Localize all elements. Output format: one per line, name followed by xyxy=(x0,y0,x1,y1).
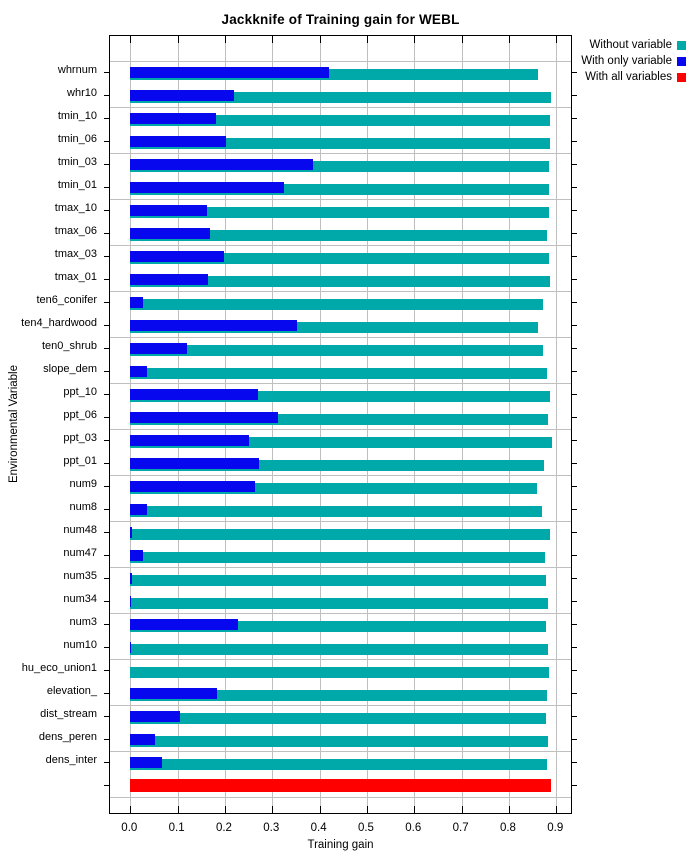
bar-only-num48 xyxy=(130,527,132,538)
x-tick-label: 0.5 xyxy=(357,822,374,834)
x-tick-label: 0.6 xyxy=(405,822,422,834)
x-axis-tick-mark xyxy=(178,36,179,43)
category-label-num34: num34 xyxy=(63,593,97,605)
category-label-slope_dem: slope_dem xyxy=(43,363,97,375)
category-tick-mark xyxy=(571,256,577,257)
x-axis-tick-mark xyxy=(272,36,273,43)
category-tick-mark xyxy=(571,279,577,280)
gridline-horizontal xyxy=(110,705,571,706)
category-tick-mark xyxy=(571,440,577,441)
bar-only-tmax_10 xyxy=(130,205,207,216)
category-label-num9: num9 xyxy=(69,478,97,490)
category-tick-mark xyxy=(571,141,577,142)
category-tick-mark xyxy=(104,164,110,165)
category-tick-mark xyxy=(104,647,110,648)
category-tick-mark xyxy=(571,670,577,671)
category-tick-mark xyxy=(104,670,110,671)
category-label-dens_inter: dens_inter xyxy=(45,754,97,766)
category-label-whr10: whr10 xyxy=(67,87,97,99)
category-tick-mark xyxy=(571,371,577,372)
x-axis-tick-mark xyxy=(414,806,415,813)
x-axis-tick-mark xyxy=(414,36,415,43)
bar-only-tmin_10 xyxy=(130,113,216,124)
category-tick-mark xyxy=(571,463,577,464)
bar-without-num34 xyxy=(130,598,548,609)
category-tick-mark xyxy=(104,486,110,487)
category-tick-mark xyxy=(571,624,577,625)
x-axis-tick-mark xyxy=(225,806,226,813)
bar-without-num47 xyxy=(130,552,545,563)
category-label-whrnum: whrnum xyxy=(57,64,97,76)
gridline-horizontal xyxy=(110,475,571,476)
bar-only-num47 xyxy=(130,550,142,561)
bar-only-tmax_03 xyxy=(130,251,224,262)
category-label-tmax_06: tmax_06 xyxy=(54,225,97,237)
category-tick-mark xyxy=(104,739,110,740)
category-tick-mark xyxy=(571,187,577,188)
bar-only-ten0_shrub xyxy=(130,343,187,354)
chart-title: Jackknife of Training gain for WEBL xyxy=(221,12,460,27)
category-tick-mark xyxy=(104,95,110,96)
category-tick-mark xyxy=(104,118,110,119)
category-label-ppt_01: ppt_01 xyxy=(63,455,97,467)
bar-all-variables xyxy=(130,779,550,792)
bar-only-ppt_03 xyxy=(130,435,248,446)
y-axis-label: Environmental Variable xyxy=(8,364,20,484)
bar-only-slope_dem xyxy=(130,366,147,377)
gridline-horizontal xyxy=(110,751,571,752)
bar-only-ten4_hardwood xyxy=(130,320,297,331)
category-tick-mark xyxy=(571,532,577,533)
category-label-num8: num8 xyxy=(69,501,97,513)
bar-only-tmin_03 xyxy=(130,159,313,170)
category-tick-mark xyxy=(571,555,577,556)
bar-only-whrnum xyxy=(130,67,328,78)
legend-item-without-variable xyxy=(590,39,686,51)
bar-only-ten6_conifer xyxy=(130,297,142,308)
bar-only-whr10 xyxy=(130,90,234,101)
category-label-num35: num35 xyxy=(63,570,97,582)
gridline-horizontal xyxy=(110,659,571,660)
category-label-dens_peren: dens_peren xyxy=(38,731,97,743)
category-tick-mark xyxy=(571,716,577,717)
bar-without-num8 xyxy=(130,506,542,517)
x-axis-tick-mark xyxy=(509,36,510,43)
category-label-num3: num3 xyxy=(69,616,97,628)
category-tick-mark xyxy=(571,762,577,763)
category-tick-mark xyxy=(104,440,110,441)
x-axis-tick-mark xyxy=(225,36,226,43)
legend-item-with-all-variables xyxy=(585,71,686,83)
bar-without-ten0_shrub xyxy=(130,345,543,356)
gridline-horizontal xyxy=(110,199,571,200)
x-axis-tick-mark xyxy=(272,806,273,813)
category-label-tmin_10: tmin_10 xyxy=(57,110,97,122)
gridline-horizontal xyxy=(110,567,571,568)
bar-only-num34 xyxy=(130,596,131,607)
category-tick-mark xyxy=(571,601,577,602)
legend-label: With all variables xyxy=(585,71,672,83)
category-tick-mark xyxy=(571,394,577,395)
category-tick-mark xyxy=(571,693,577,694)
legend-item-with-only-variable xyxy=(581,55,686,67)
bar-only-num3 xyxy=(130,619,237,630)
category-tick-mark xyxy=(104,762,110,763)
category-tick-mark xyxy=(571,739,577,740)
category-label-tmax_03: tmax_03 xyxy=(54,248,97,260)
x-axis-tick-mark xyxy=(509,806,510,813)
category-label-tmin_06: tmin_06 xyxy=(57,133,97,145)
gridline-horizontal xyxy=(110,107,571,108)
bar-without-dens_inter xyxy=(130,759,547,770)
category-label-hu_eco_union1: hu_eco_union1 xyxy=(21,662,97,674)
x-tick-label: 0.3 xyxy=(263,822,280,834)
category-tick-mark xyxy=(104,187,110,188)
category-tick-mark xyxy=(104,693,110,694)
category-label-num47: num47 xyxy=(63,547,97,559)
category-tick-mark xyxy=(104,210,110,211)
x-axis-label: Training gain xyxy=(307,839,374,851)
legend-swatch-red xyxy=(677,73,686,82)
x-axis-tick-mark xyxy=(556,806,557,813)
plot-area xyxy=(109,35,572,814)
x-tick-label: 0.7 xyxy=(452,822,469,834)
category-tick-mark xyxy=(104,371,110,372)
bar-only-tmax_01 xyxy=(130,274,208,285)
category-tick-mark xyxy=(104,279,110,280)
bar-only-ppt_06 xyxy=(130,412,278,423)
category-label-ten6_conifer: ten6_conifer xyxy=(36,294,97,306)
bar-without-dens_peren xyxy=(130,736,548,747)
gridline-horizontal xyxy=(110,337,571,338)
category-label-tmax_10: tmax_10 xyxy=(54,202,97,214)
bar-only-ppt_01 xyxy=(130,458,258,469)
category-tick-mark xyxy=(104,233,110,234)
x-axis-tick-mark xyxy=(130,36,131,43)
gridline-horizontal xyxy=(110,291,571,292)
bar-without-dist_stream xyxy=(130,713,546,724)
category-tick-mark xyxy=(571,210,577,211)
x-axis-tick-mark xyxy=(130,806,131,813)
gridline-horizontal xyxy=(110,153,571,154)
category-tick-mark xyxy=(571,325,577,326)
x-tick-label: 0.0 xyxy=(121,822,138,834)
category-tick-mark xyxy=(571,509,577,510)
category-tick-mark xyxy=(571,164,577,165)
x-axis-tick-mark xyxy=(367,806,368,813)
category-tick-mark xyxy=(104,463,110,464)
category-tick-mark xyxy=(571,72,577,73)
category-label-ppt_10: ppt_10 xyxy=(63,386,97,398)
category-tick-mark xyxy=(571,785,577,786)
category-label-ppt_06: ppt_06 xyxy=(63,409,97,421)
x-axis-tick-mark xyxy=(556,36,557,43)
category-label-ppt_03: ppt_03 xyxy=(63,432,97,444)
category-label-tmin_01: tmin_01 xyxy=(57,179,97,191)
bar-without-num48 xyxy=(130,529,550,540)
category-label-elevation_: elevation_ xyxy=(46,685,97,697)
category-tick-mark xyxy=(104,394,110,395)
bar-only-dens_peren xyxy=(130,734,155,745)
x-axis-tick-mark xyxy=(178,806,179,813)
legend-swatch-blue xyxy=(677,57,686,66)
bar-only-dens_inter xyxy=(130,757,161,768)
category-tick-mark xyxy=(571,95,577,96)
category-tick-mark xyxy=(104,141,110,142)
bar-only-elevation_ xyxy=(130,688,217,699)
category-tick-mark xyxy=(571,118,577,119)
bar-only-ppt_10 xyxy=(130,389,257,400)
category-tick-mark xyxy=(571,302,577,303)
category-label-ten0_shrub: ten0_shrub xyxy=(41,340,97,352)
category-tick-mark xyxy=(104,348,110,349)
x-axis-tick-mark xyxy=(462,806,463,813)
x-tick-label: 0.8 xyxy=(499,822,516,834)
bar-only-num8 xyxy=(130,504,147,515)
category-tick-mark xyxy=(571,486,577,487)
category-tick-mark xyxy=(104,555,110,556)
bar-without-num35 xyxy=(130,575,546,586)
category-tick-mark xyxy=(104,624,110,625)
bar-without-ten6_conifer xyxy=(130,299,543,310)
gridline-horizontal xyxy=(110,245,571,246)
gridline-horizontal xyxy=(110,383,571,384)
bar-without-hu_eco_union1 xyxy=(130,667,549,678)
category-tick-mark xyxy=(571,348,577,349)
bar-only-num9 xyxy=(130,481,255,492)
category-tick-mark xyxy=(104,72,110,73)
x-tick-label: 0.1 xyxy=(168,822,185,834)
category-label-tmax_01: tmax_01 xyxy=(54,271,97,283)
category-label-num48: num48 xyxy=(63,524,97,536)
gridline-horizontal xyxy=(110,61,571,62)
category-tick-mark xyxy=(571,578,577,579)
bar-without-slope_dem xyxy=(130,368,547,379)
gridline-horizontal xyxy=(110,429,571,430)
legend-swatch-teal xyxy=(677,41,686,50)
x-axis-tick-mark xyxy=(320,806,321,813)
category-tick-mark xyxy=(104,325,110,326)
bar-only-num10 xyxy=(130,642,131,653)
gridline-horizontal xyxy=(110,521,571,522)
category-tick-mark xyxy=(104,509,110,510)
category-tick-mark xyxy=(104,601,110,602)
category-label-ten4_hardwood: ten4_hardwood xyxy=(21,317,97,329)
category-tick-mark xyxy=(571,233,577,234)
legend-label: Without variable xyxy=(589,39,672,51)
bar-only-dist_stream xyxy=(130,711,180,722)
category-label-num10: num10 xyxy=(63,639,97,651)
x-axis-tick-mark xyxy=(462,36,463,43)
category-tick-mark xyxy=(104,716,110,717)
category-tick-mark xyxy=(571,647,577,648)
x-axis-tick-mark xyxy=(367,36,368,43)
gridline-horizontal xyxy=(110,613,571,614)
bar-without-num10 xyxy=(130,644,548,655)
category-tick-mark xyxy=(104,532,110,533)
bar-only-tmin_06 xyxy=(130,136,226,147)
category-tick-mark xyxy=(104,417,110,418)
x-tick-label: 0.9 xyxy=(547,822,564,834)
category-tick-mark xyxy=(104,578,110,579)
x-axis-tick-mark xyxy=(320,36,321,43)
x-tick-label: 0.2 xyxy=(215,822,232,834)
gridline-horizontal xyxy=(110,797,571,798)
legend-label: With only variable xyxy=(581,55,672,67)
category-tick-mark xyxy=(104,785,110,786)
category-tick-mark xyxy=(571,417,577,418)
bar-only-tmax_06 xyxy=(130,228,210,239)
category-tick-mark xyxy=(104,302,110,303)
bar-only-num35 xyxy=(130,573,132,584)
bar-only-tmin_01 xyxy=(130,182,284,193)
legend xyxy=(581,39,686,83)
x-tick-label: 0.4 xyxy=(310,822,327,834)
category-tick-mark xyxy=(104,256,110,257)
category-label-dist_stream: dist_stream xyxy=(40,708,97,720)
category-label-tmin_03: tmin_03 xyxy=(57,156,97,168)
